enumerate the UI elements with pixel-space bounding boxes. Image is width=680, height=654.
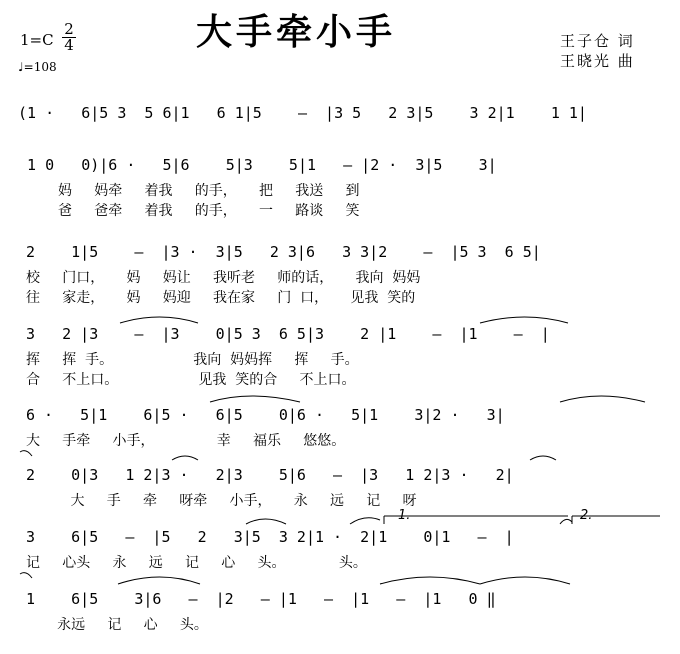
tempo-mark: ♩=108 xyxy=(18,60,57,74)
lyric-verse-2: 爸 爸牵 着我 的手， 一 路谈 笑 xyxy=(18,203,360,219)
note-line: 2 1|5 — |3 · 3|5 2 3|6 3 3|2 — |5 3 6 5| xyxy=(26,243,541,261)
lyric-verse-1: 大 手 牵 呀牵 小手， 永 远 记 呀 xyxy=(26,493,417,509)
note-line: 1 0 0)|6 · 5|6 5|3 5|1 — |2 · 3|5 3| xyxy=(18,156,497,174)
meter-bottom: 4 xyxy=(62,37,76,53)
note-line: 3 2 |3 — |3 0|5 3 6 5|3 2 |1 — |1 — | xyxy=(26,325,550,343)
note-line: (1 · 6|5 3 5 6|1 6 1|5 — |3 5 2 3|5 3 2|1 1 1| xyxy=(18,104,587,122)
note-line: 2 0|3 1 2|3 · 2|3 5|6 — |3 1 2|3 · 2| xyxy=(26,466,514,484)
key-signature: 1=C xyxy=(20,31,54,49)
volta-second: 2. xyxy=(580,508,593,523)
volta-first: 1. xyxy=(398,508,411,523)
lyric-verse-1: 大 手牵 小手， 幸 福乐 悠悠。 xyxy=(26,433,346,449)
lyric-verse-1: 校 门口， 妈 妈让 我听老 师的话， 我向 妈妈 xyxy=(26,270,421,286)
song-title: 大手牵小手 xyxy=(196,11,397,53)
lyric-verse-1: 妈 妈牵 着我 的手， 把 我送 到 xyxy=(18,183,360,199)
lyricist-credit: 王子仓 词 xyxy=(560,32,635,50)
meter-top: 2 xyxy=(64,20,74,38)
note-line: 1 6|5 3|6 — |2 — |1 — |1 — |1 0 ‖ xyxy=(26,590,496,608)
lyric-verse-1: 挥 挥 手。 我向 妈妈挥 挥 手。 xyxy=(26,352,359,368)
lyric-verse-1: 永远 记 心 头。 xyxy=(26,617,208,633)
lyric-verse-2: 往 家走， 妈 妈迎 我在家 门 口， 见我 笑的 xyxy=(26,290,416,306)
lyric-verse-2: 合 不上口。 见我 笑的合 不上口。 xyxy=(26,372,356,388)
time-signature xyxy=(62,22,76,53)
note-line: 6 · 5|1 6|5 · 6|5 0|6 · 5|1 3|2 · 3| xyxy=(26,406,505,424)
note-line: 3 6|5 — |5 2 3|5 3 2|1 · 2|1 0|1 — | xyxy=(26,528,514,546)
lyric-verse-1: 记 心头 永 远 记 心 头。 头。 xyxy=(26,555,367,571)
composer-credit: 王晓光 曲 xyxy=(560,52,635,70)
